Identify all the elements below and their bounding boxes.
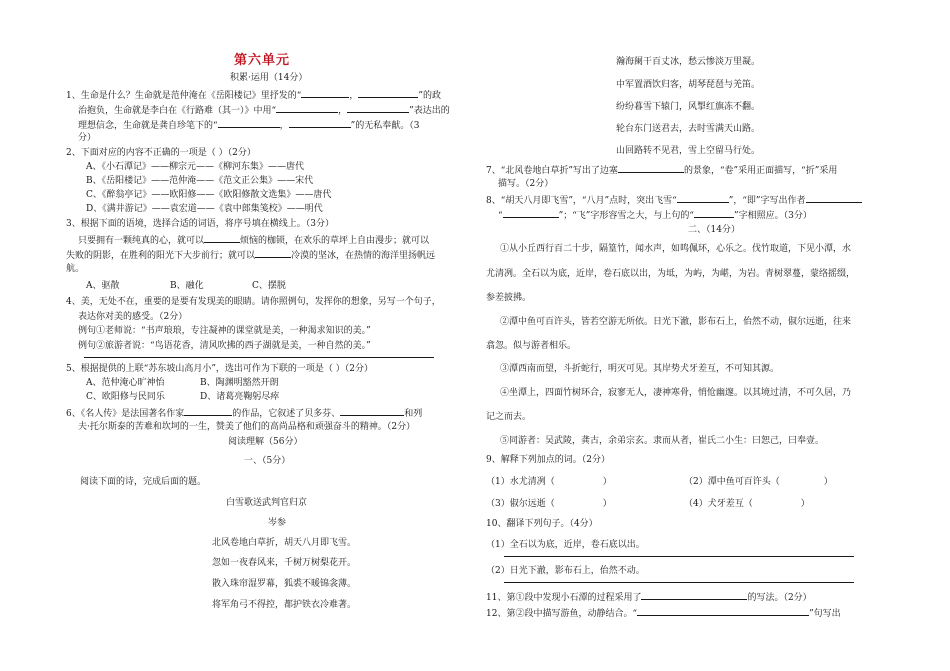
question-3-line-4: 航。 [66,264,85,274]
question-5-option-c[interactable]: C、欧阳修与民同乐 [86,392,165,402]
page-title: 第六单元 [234,53,291,68]
question-1-line-1: 1、生命是什么？生命就是范仲淹在《岳阳楼记》里抒发的“ ， ”的政 [66,88,441,102]
question-4-example-1: 例句①老师说：“书声琅琅，专注凝神的课堂就是美，一种渴求知识的美。” [78,326,371,336]
question-2-option-b[interactable]: B、《岳阳楼记》——范仲淹——《范文正公集》——宋代 [86,176,314,186]
poem-line: 瀚海阑干百丈冰，愁云惨淡万里凝。 [616,57,761,67]
poem-author: 岑参 [268,518,287,528]
question-4-line-2: 表达你对美的感受。（2分） [78,312,188,322]
passage-line: ⑤同游者：吴武陵，龚古，余弟宗玄。隶而从者，崔氏二小生：曰恕己，曰奉壹。 [500,436,825,446]
answer-blank[interactable] [204,233,240,243]
poem-line: 忽如一夜春风来，千树万树梨花开。 [212,558,357,568]
question-10-item-1: （1）全石以为底，近岸，卷石底以出。 [486,540,645,550]
answer-blank[interactable] [301,88,349,98]
passage-line: ②潭中鱼可百许头，皆若空游无所依。日光下澈，影布石上，佁然不动，俶尔远逝，往来 [500,317,852,327]
question-2-option-d[interactable]: D、《满井游记》——袁宏道——《袁中郎集笺校》——明代 [86,204,323,214]
question-6-line-2: 夫·托尔斯泰的苦难和坎坷的一生，赞美了他们的高尚品格和顽强奋斗的精神。（2分） [78,422,416,432]
reading-instruction: 阅读下面的诗，完成后面的题。 [80,477,207,487]
poem-line: 北风卷地白草折，胡天八月即飞雪。 [212,538,357,548]
question-1-line-4: 分） [78,133,97,143]
passage-line: ①从小丘西行百二十步，隔篁竹，闻水声，如鸣佩环，心乐之。伐竹取道，下见小潭，水 [500,244,852,254]
answer-line[interactable] [504,556,854,557]
passage-line: 翕忽。似与游者相乐。 [486,341,577,351]
question-6-line-1: 6、《名人传》是法国著名作家 的作品，它叙述了贝多芬、 和列 [66,406,422,420]
answer-blank[interactable] [358,88,418,98]
question-3-option-a[interactable]: A、驱散 [86,281,120,291]
question-9-item-1: （1）水尤清冽（ ） [486,477,612,487]
question-9-item-3: （3）俶尔远逝（ ） [486,499,612,509]
question-9-item-4: （4）犬牙差互（ ） [684,499,810,509]
question-2-option-c[interactable]: C、《醉翁亭记》——欧阳修——《欧阳修散文选集》——唐代 [86,190,332,200]
answer-blank[interactable] [340,406,404,416]
question-5-stem: 5、根据提供的上联“苏东坡山高月小”，选出可作为下联的一项是（ ）（2分） [66,364,374,374]
passage-line: ④坐潭上，四面竹树环合，寂寥无人，凄神寒骨，悄怆幽邃。以其境过清，不可久居，乃 [500,388,852,398]
question-4-line-1: 4、美，无处不在，重要的是要有发现美的眼睛。请你照例句，发挥你的想象，另写一个句子， [66,297,441,307]
question-11: 11、第①段中发现小石潭的过程采用了 的写法。（2分） [486,590,812,604]
answer-blank[interactable] [694,208,734,218]
question-5-option-b[interactable]: B、陶渊明豁然开朗 [200,378,279,388]
question-10-stem: 10、翻译下列句子。（4分） [486,519,598,529]
question-3-line-2: 只要拥有一颗纯真的心，就可以 烦恼的枷锁，在欢乐的草坪上自由漫步；就可以 [78,233,429,247]
question-12: 12、第②段中描写游鱼，动静结合。“ ”句写出 [486,606,841,620]
question-5-option-a[interactable]: A、范仲淹心旷神怡 [86,378,165,388]
section-heading-jilei: 积累·运用（14分） [230,73,308,83]
passage-line: 参差披拂。 [486,293,532,303]
passage-line: 记之而去。 [486,412,532,422]
question-1-line-3: 理想信念，生命就是龚自珍笔下的“ ， ”的无私奉献。（3 [78,118,419,132]
question-2-stem: 2、下面对应的内容不正确的一项是（ ）（2分） [66,148,256,158]
passage-line: ③潭西南而望，斗折蛇行，明灭可见。其岸势犬牙差互，不可知其源。 [500,364,780,374]
answer-blank[interactable] [618,163,684,173]
answer-blank[interactable] [641,590,747,600]
answer-blank[interactable] [276,103,338,113]
question-8-line-1: 8、“胡天八月即飞雪”，“八月”点时，突出飞雪“ ”，“即”字写出作者 [486,193,862,207]
poem-title: 白雪歌送武判官归京 [226,498,308,508]
poem-line: 纷纷暮雪下辕门，风掣红旗冻不翻。 [616,102,761,112]
part-2-heading: 二、（14分） [688,225,740,235]
poem-line: 轮台东门送君去，去时雪满天山路。 [616,124,761,134]
question-7-line-1: 7、“北风卷地白草折”写出了边塞 的景象，“卷”采用正面描写，“折”采用 [486,163,837,177]
answer-blank[interactable] [503,208,559,218]
question-10-item-2: （2）日光下澈，影布石上，佁然不动。 [486,566,645,576]
answer-blank[interactable] [637,606,809,616]
question-5-option-d[interactable]: D、诸葛亮鞠躬尽瘁 [200,392,280,402]
question-1-line-2: 治抱负，生命就是李白在《行路难（其一）》中用“ ， ”表达出的 [78,103,450,117]
question-3-line-3: 失败的阴影，在胜利的阳光下大步前行；就可以 冷漠的坚冰，在热情的海洋里扬帆远 [66,248,435,262]
question-4-example-2: 例句②旅游者说：“鸟语花香，清风吹拂的西子湖就是美，一种自然的美。” [78,341,371,351]
question-9-item-2: （2）潭中鱼可百许头（ ） [684,477,833,487]
answer-blank[interactable] [806,193,862,203]
answer-line[interactable] [84,357,434,358]
poem-line: 散入珠帘湿罗幕，狐裘不暖锦衾薄。 [212,579,357,589]
poem-line: 将军角弓不得控，都护铁衣冷难著。 [212,600,357,610]
answer-blank[interactable] [184,406,232,416]
answer-blank[interactable] [677,193,729,203]
question-3-option-c[interactable]: C、摆脱 [252,281,286,291]
part-1-heading: 一、（5分） [244,456,291,466]
section-heading-yuedu: 阅读理解（56分） [228,437,303,447]
poem-line: 山回路转不见君，雪上空留马行处。 [616,146,761,156]
question-3-option-b[interactable]: B、融化 [170,281,204,291]
question-8-line-2: “ ”；“飞”字形容雪之大，与上句的“ ”字相照应。（3分） [498,208,812,222]
passage-line: 尤清冽。全石以为底，近岸，卷石底以出，为坻，为屿，为嵁，为岩。青树翠蔓，蒙络摇缀， [486,269,856,279]
answer-blank[interactable] [289,118,351,128]
answer-blank[interactable] [218,118,280,128]
poem-line: 中军置酒饮归客，胡琴琵琶与羌笛。 [616,80,761,90]
question-7-line-2: 描写。（2分） [498,179,554,189]
question-2-option-a[interactable]: A、《小石潭记》——柳宗元——《柳河东集》——唐代 [86,162,305,172]
answer-blank[interactable] [347,103,409,113]
answer-blank[interactable] [255,248,291,258]
question-3-stem: 3、根据下面的语境，选择合适的词语，将序号填在横线上。（3分） [66,219,334,229]
answer-line[interactable] [504,582,854,583]
question-9-stem: 9、解释下列加点的词。（2分） [486,455,610,465]
